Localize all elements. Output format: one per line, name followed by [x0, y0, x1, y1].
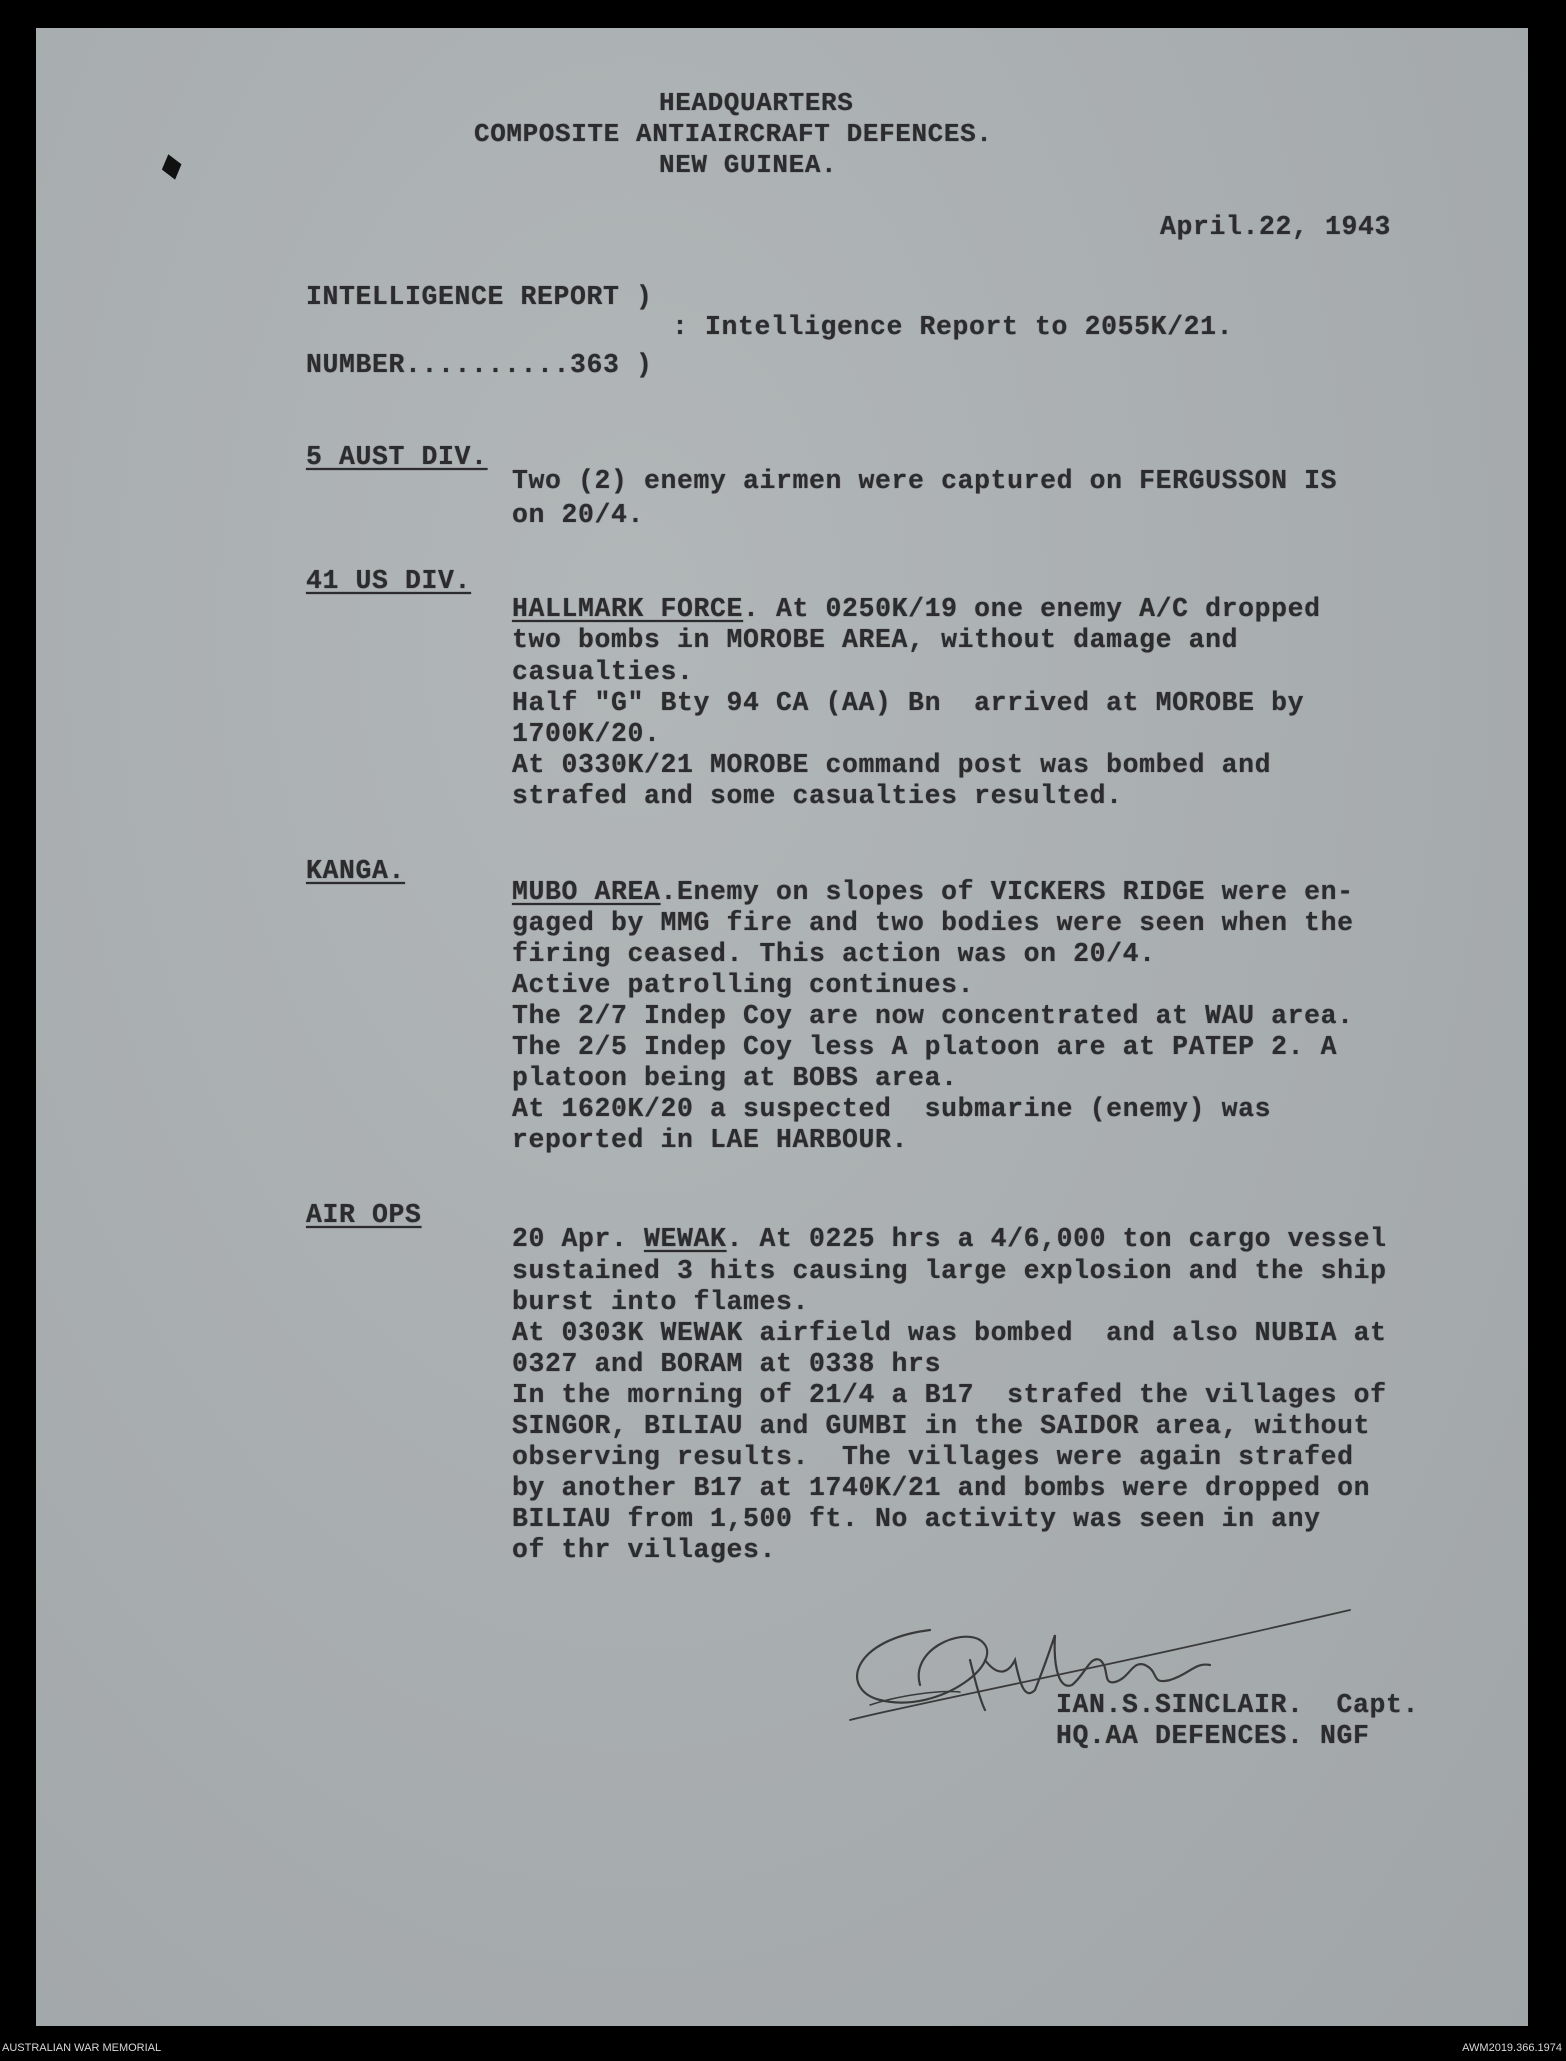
footer-accession-number: AWM2019.366.1974 [1462, 2042, 1562, 2054]
us41-line-6: At 0330K/21 MOROBE command post was bombed and [512, 750, 1272, 780]
airops-line-1-date: 20 Apr. [512, 1224, 645, 1254]
report-subject: : Intelligence Report to 2055K/21. [672, 312, 1234, 342]
report-label: INTELLIGENCE REPORT ) [306, 282, 653, 312]
us41-line-2: two bombs in MOROBE AREA, without damage and [512, 625, 1239, 655]
aust5-line-2: on 20/4. [512, 500, 645, 530]
aust5-line-1: Two (2) enemy airmen were captured on FERGUSSON IS [512, 466, 1338, 496]
signatory-unit: HQ.AA DEFENCES. NGF [1056, 1721, 1370, 1751]
airops-line-10: BILIAU from 1,500 ft. No activity was seen in any [512, 1504, 1321, 1534]
section-heading-air-ops: AIR OPS [306, 1200, 422, 1230]
us41-line-1 [512, 594, 1321, 624]
signatory-name: IAN.S.SINCLAIR. Capt. [1056, 1690, 1420, 1720]
kanga-line-1 [512, 877, 1354, 907]
us41-line-1-text: . At 0250K/19 one enemy A/C dropped [743, 594, 1321, 624]
report-date: April.22, 1943 [1160, 212, 1392, 242]
letterhead-line-3: NEW GUINEA. [659, 150, 838, 180]
airops-line-5: 0327 and BORAM at 0338 hrs [512, 1349, 942, 1379]
airops-line-3: burst into flames. [512, 1287, 810, 1317]
section-heading-41-us-div: 41 US DIV. [306, 566, 472, 596]
kanga-line-7: platoon being at BOBS area. [512, 1063, 958, 1093]
airops-line-4: At 0303K WEWAK airfield was bombed and also NUBIA at [512, 1318, 1387, 1348]
kanga-line-4: Active patrolling continues. [512, 970, 975, 1000]
airops-line-9: by another B17 at 1740K/21 and bombs were dropped on [512, 1473, 1371, 1503]
letterhead-line-1: HEADQUARTERS [659, 88, 854, 118]
us41-line-5: 1700K/20. [512, 719, 661, 749]
footer-archive-name: AUSTRALIAN WAR MEMORIAL [2, 2042, 162, 2054]
airops-subheading: WEWAK [644, 1224, 727, 1254]
us41-subheading: HALLMARK FORCE [512, 594, 744, 624]
airops-line-11: of thr villages. [512, 1535, 777, 1565]
us41-line-4: Half "G" Bty 94 CA (AA) Bn arrived at MOROBE by [512, 688, 1305, 718]
kanga-subheading: MUBO AREA [512, 877, 661, 907]
airops-line-7: SINGOR, BILIAU and GUMBI in the SAIDOR area, without [512, 1411, 1371, 1441]
airops-line-1 [512, 1224, 1387, 1254]
section-heading-5-aust-div: 5 AUST DIV. [306, 442, 488, 472]
letterhead-line-2: COMPOSITE ANTIAIRCRAFT DEFENCES. [474, 119, 993, 149]
kanga-line-3: firing ceased. This action was on 20/4. [512, 939, 1156, 969]
us41-line-3: casualties. [512, 657, 694, 687]
ink-blot-mark: ♦ [151, 144, 194, 193]
kanga-line-1-text: .Enemy on slopes of VICKERS RIDGE were en- [660, 877, 1354, 907]
airops-line-8: observing results. The villages were again strafed [512, 1442, 1354, 1472]
kanga-line-5: The 2/7 Indep Coy are now concentrated at WAU area. [512, 1001, 1354, 1031]
airops-line-6: In the morning of 21/4 a B17 strafed the villages of [512, 1380, 1387, 1410]
kanga-line-8: At 1620K/20 a suspected submarine (enemy) was [512, 1094, 1272, 1124]
airops-line-1-text: . At 0225 hrs a 4/6,000 ton cargo vessel [726, 1224, 1387, 1254]
report-number: NUMBER..........363 ) [306, 350, 653, 380]
kanga-line-9: reported in LAE HARBOUR. [512, 1125, 909, 1155]
section-heading-kanga: KANGA. [306, 856, 406, 886]
us41-line-7: strafed and some casualties resulted. [512, 781, 1123, 811]
kanga-line-6: The 2/5 Indep Coy less A platoon are at PATEP 2. A [512, 1032, 1338, 1062]
kanga-line-2: gaged by MMG fire and two bodies were seen when the [512, 908, 1354, 938]
airops-line-2: sustained 3 hits causing large explosion and the ship [512, 1256, 1387, 1286]
